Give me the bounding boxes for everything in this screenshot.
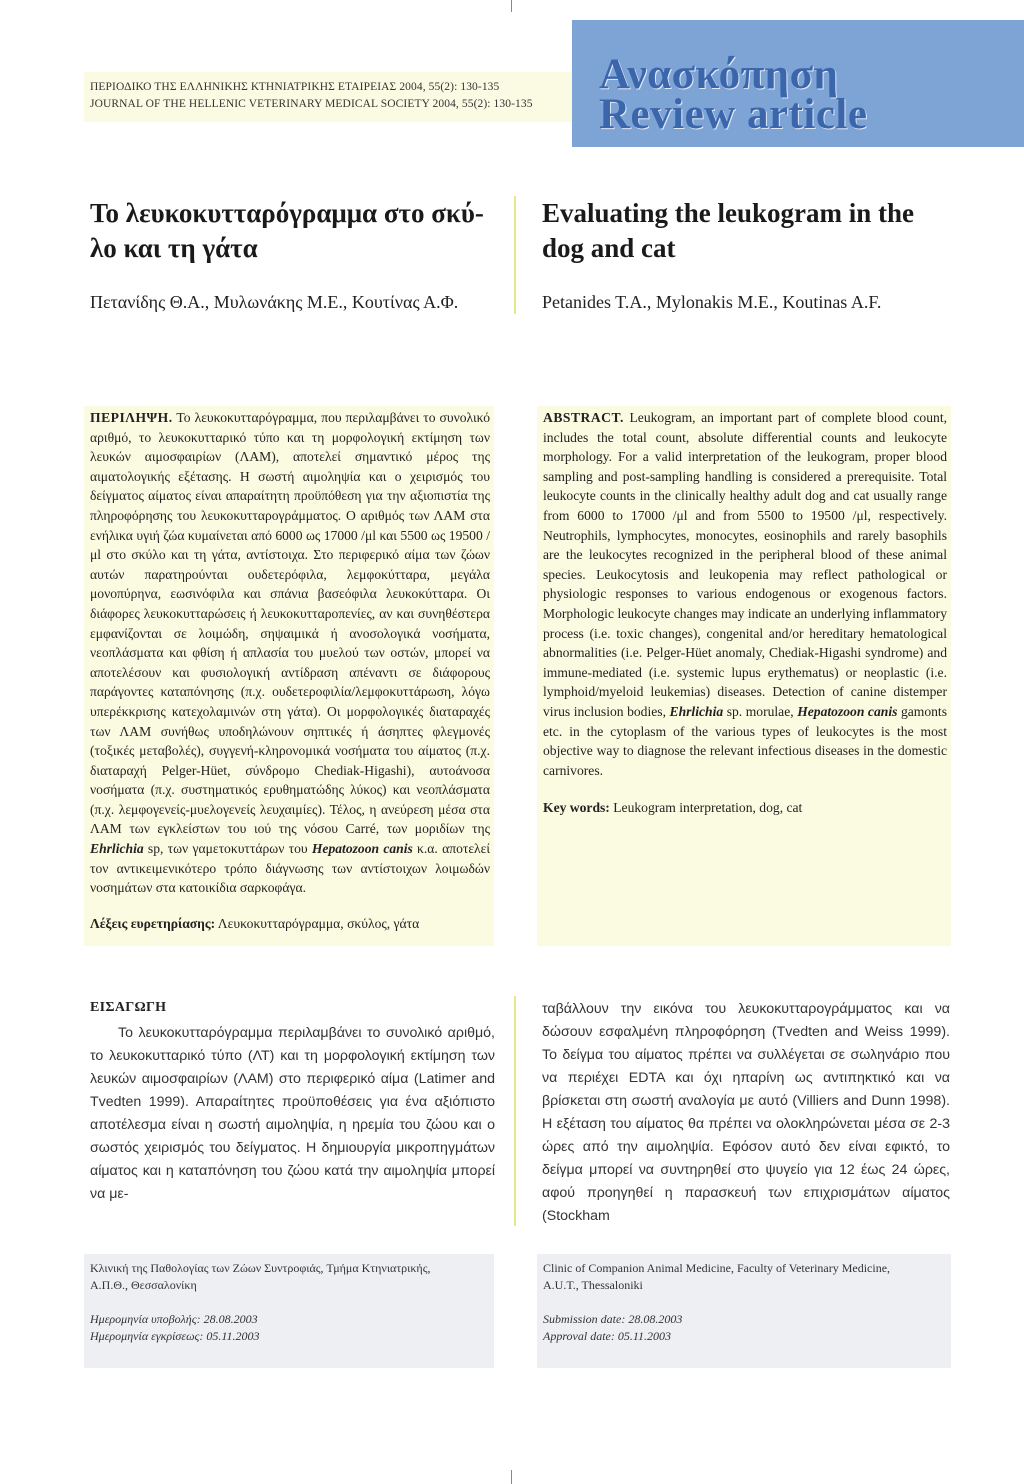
keywords-english-value: Leukogram interpretation, dog, cat [609,800,803,815]
submission-date-greek: Ημερομηνία υποβολής: 28.08.2003 [90,1312,258,1326]
keywords-greek-label: Λέξεις ευρετηρίασης: [90,916,216,931]
keywords-greek-value: Λευκοκυτταρόγραμμα, σκύλος, γάτα [215,916,420,931]
submission-date-english: Submission date: 28.08.2003 [543,1312,683,1326]
affiliation-english [543,1260,947,1345]
affiliation-greek [90,1260,490,1345]
affiliation-english-line2: A.U.T., Thessaloniki [543,1278,643,1292]
title-greek-line1: Το λευκοκυτταρόγραμμα στο σκύ- [90,198,484,228]
intro-heading: ΕΙΣΑΓΩΓΗ [90,1000,167,1015]
abstract-greek-text-3: κ.α. αποτελεί τον αντικειμενικότερο τρόπο διάγνωσης των αντίστοιχων λοιμωδών νοσημάτων στα κατοικίδια σαρκοφάγα. [90,841,490,896]
keywords-english-label: Key words: [543,800,610,815]
affiliation-greek-box [84,1254,494,1368]
abstract-english-ehrlichia: Ehrlichia [669,703,724,719]
abstract-greek-text-1: Το λευκοκυτταρόγραμμα, που περιλαμβάνει το συνολικό αριθμό, το λευκοκυτταρικό τύπο και τη μορφολογική εκτίμηση των λευκών αιμοσφαιρίων (ΛΑΜ), αποτελεί σημαντικό μέρος της αιματολογικής εξέτασης. Η σωστή αιμοληψία και ο χειρισμός του δείγματος αίματος είναι απαραίτητη προϋπόθεση για την αξιοπιστία της πληροφόρησης του λευκοκυτταρογράμματος. Ο αριθμός των ΛΑΜ στα ενήλικα υγιή ζώα κυμαίνεται από 6000 ως 17000 /μl και 5500 ως 19500 /μl στο σκύλο και τη γάτα, αντίστοιχα. Στο περιφερικό αίμα των ζώων αυτών παρατηρούνται ουδετερόφιλα, λεμφοκύτταρα, μεγάλα μονοπύρηνα, εωσινόφιλα και σπάνια βασεόφιλα λευκοκύτταρα. Οι διάφορες λευκοκυτταρώσεις ή λευκοκυτταροπενίες, αν και συνηθέστερα εμφανίζονται σε λοιμώδη, σηψαιμικά ή ανοσολογικά νοσήματα, νεοπλάσματα και φθίση ή απλασία του μυελού των οστών, μπορεί να αποτελέσουν και φυσιολογική αντίδραση απέναντι σε διάφορους παράγοντες καταπόνησης (π.χ. ουδετεροφιλία/λεμφοκυττάρωση, λόγω υπερέκκρισης κατεχολαμινών στη γάτα). Οι μορφολογικές διαταραχές των ΛΑΜ συνήθως υποδηλώνουν σηπτικές ή άσηπτες φλεγμονές (τοξικές μεταβολές), συγγενή-κληρονομικά νοσήματα του αίματος (π.χ. διαταραχή Pelger-Hüet, σύνδρομο Chediak-Higashi), αυτοάνοσα νοσήματα (π.χ. συστηματικός ερυθηματώδης λύκος) και νεοπλάσματα (π.χ. λεμφογενείς-μυελογενείς λευχαιμίες). Τέλος, η ανεύρεση μέσα στα ΛΑΜ των εγκλείστων του ιού της νόσου Carré, των μοριδίων της [90,410,490,837]
column-divider-body [514,996,516,1226]
title-greek-line2: λο και τη γάτα [90,233,258,263]
approval-date-english: Approval date: 05.11.2003 [543,1329,671,1343]
keywords-english [543,798,947,817]
abstract-english-box [537,406,951,946]
abstract-greek-text-2: sp, των γαμετοκυττάρων του [143,841,312,857]
abstract-greek-box [84,406,494,946]
column-divider-title [514,196,516,314]
article-type-greek: Ανασκόπηση [599,51,839,98]
abstract-greek-ehrlichia: Ehrlichia [90,841,144,857]
abstract-english-text-3: gamonts etc. in the cytoplasm of the various types of leukocytes is the most objective way to diagnose the relevant infectious diseases in the domestic carnivores. [543,703,948,778]
intro-left-text: Το λευκοκυτταρόγραμμα περιλαμβάνει το συνολικό αριθμό, το λευκοκυτταρικό τύπο (ΛΤ) και τη μορφολογική εκτίμηση των λευκών αιμοσφαιρίων (ΛΑΜ) στο περιφερικό αίμα (Latimer and Tvedten 1999). Απαραίτητες προϋποθέσεις για ένα αξιόπιστο αποτέλεσμα είναι η σωστή αιμοληψία, η ηρεμία του ζώου και ο σωστός χειρισμός του δείγματος. Η δημιουργία μικροπηγμάτων αίματος και η καταπόνηση του ζώου κατά την αιμοληψία μπορεί να με- [90,1025,495,1202]
intro-right-column: ταβάλλουν την εικόνα του λευκοκυτταρογράμματος και να δώσουν εσφαλμένη πληροφόρηση (Tvedten and Weiss 1999). Το δείγμα του αίματος πρέπει να συλλέγεται σε σωληνάριο που να περιέχει EDTA και όχι ηπαρίνη ως αντιπηκτικό και να βρίσκεται στη σωστή αναλογία με αυτό (Villiers and Dunn 1998). Η εξέταση του αίματος θα πρέπει να ολοκληρώνεται μέσα σε 2-3 ώρες από την αιμοληψία. Εφόσον αυτό δεν είναι εφικτό, το δείγμα μπορεί να συντηρηθεί στο ψυγείο για 12 έως 24 ώρες, αφού προηγηθεί η παρασκευή των επιχρισμάτων αίματος (Stockham [542,1001,950,1224]
intro-left-column [90,1022,495,1206]
title-english [542,196,962,266]
abstract-english [543,408,947,780]
abstract-greek-hepatozoon: Hepatozoon canis [311,841,413,857]
abstract-greek-label: ΠΕΡΙΛΗΨΗ. [90,410,173,425]
journal-line-greek: ΠΕΡΙΟΔΙΚΟ ΤΗΣ ΕΛΛΗΝΙΚΗΣ ΚΤΗΝΙΑΤΡΙΚΗΣ ΕΤΑΙΡΕΙΑΣ 2004, 55(2): 130-135 [90,81,500,93]
title-greek [90,196,510,266]
crop-mark-top [511,0,512,12]
abstract-english-label: ABSTRACT. [543,410,624,425]
abstract-english-hepatozoon: Hepatozoon canis [797,703,898,719]
abstract-english-text-2: sp. morulae, [723,703,798,719]
authors-greek: Πετανίδης Θ.Α., Μυλωνάκης Μ.Ε., Κουτίνας Α.Φ. [90,292,459,312]
authors-english: Petanides T.A., Mylonakis M.E., Koutinas A.F. [542,292,882,312]
keywords-greek [90,914,490,933]
abstract-greek [90,408,490,898]
crop-mark-bottom [511,1470,512,1484]
affiliation-greek-line1: Κλινική της Παθολογίας των Ζώων Συντροφιάς, Τμήμα Κτηνιατρικής, [90,1261,431,1275]
affiliation-english-line1: Clinic of Companion Animal Medicine, Faculty of Veterinary Medicine, [543,1261,891,1275]
affiliation-english-box [537,1254,951,1368]
journal-header [84,72,572,122]
article-type-badge [572,20,1024,147]
journal-line-english: JOURNAL OF THE HELLENIC VETERINARY MEDICAL SOCIETY 2004, 55(2): 130-135 [90,98,533,110]
affiliation-greek-line2: Α.Π.Θ., Θεσσαλονίκη [90,1278,197,1292]
abstract-english-text-1: Leukogram, an important part of complete blood count, includes the total count, absolute differential counts and leukocyte morphology. For a valid interpretation of the leukogram, proper blood sampling and post-sampling handling is considered a prerequisite. Total leukocyte counts in the clinically healthy adult dog and cat usually range from 6000 to 17000 /μl and from 5500 to 19500 /μl, respectively. Neutrophils, lymphocytes, monocytes, eosinophils and rarely basophils are the leukocytes recognized in the peripheral blood of these animal species. Leukocytosis and leukopenia may reflect pathological or physiologic responses to various endogenous or exogenous factors. Morphologic leukocyte changes may indicate an underlying inflammatory process (i.e. toxic changes), congenital and/or hereditary hematological abnormalities (i.e. Pelger-Hüet anomaly, Chediak-Higashi syndrome) and immune-mediated (i.e. systemic lupus erythematus) or neoplastic (i.e. lymphoid/myeloid leukemias) diseases. Detection of canine distemper virus inclusion bodies, [543,410,947,719]
title-english-line1: Evaluating the leukogram in the [542,198,915,228]
title-english-line2: dog and cat [542,233,676,263]
article-type-english: Review article [599,91,868,138]
approval-date-greek: Ημερομηνία εγκρίσεως: 05.11.2003 [90,1329,260,1343]
